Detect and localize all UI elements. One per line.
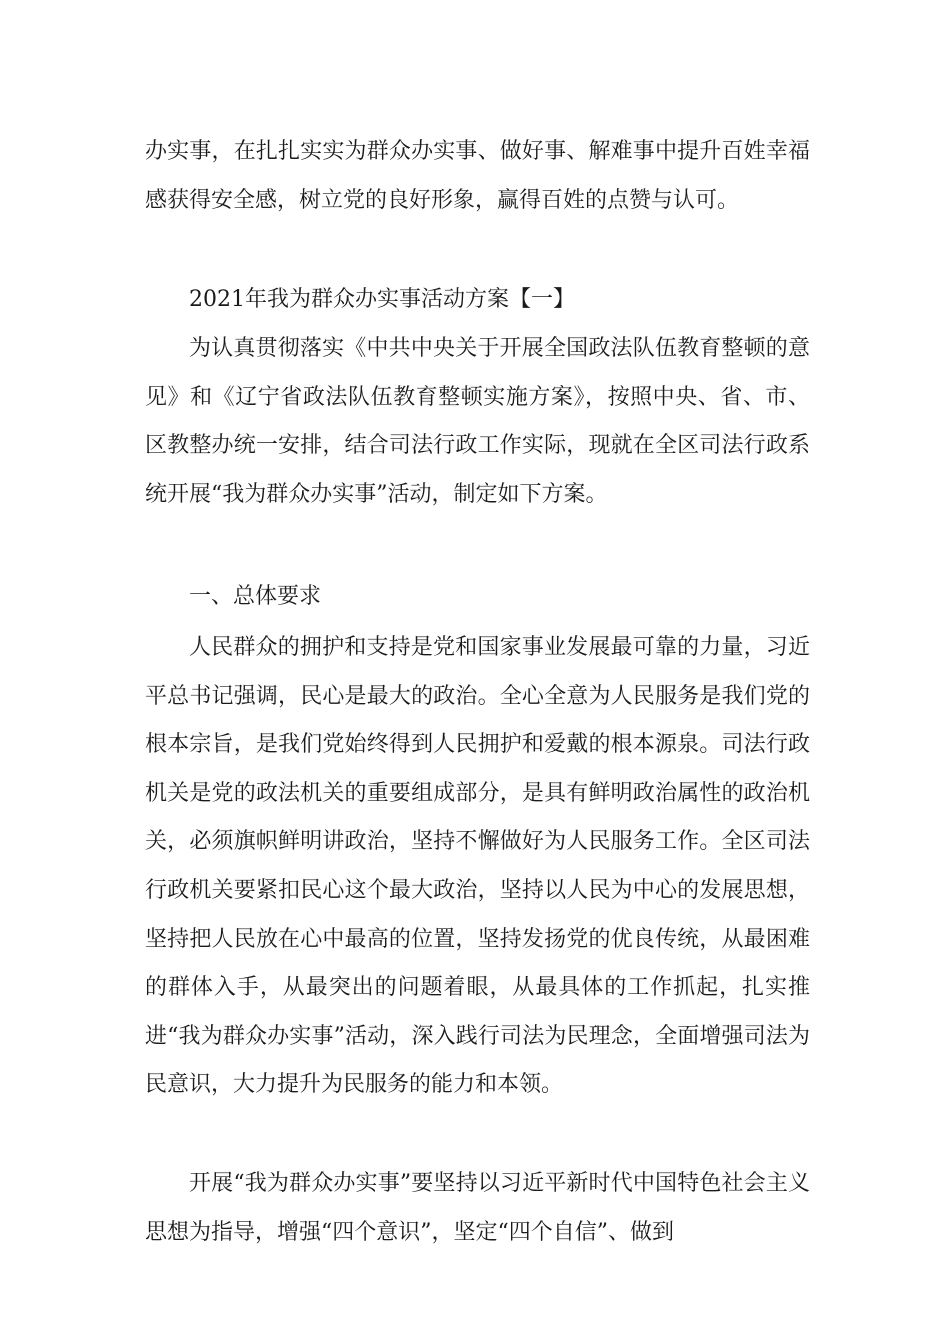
paragraph-body: 人民群众的拥护和支持是党和国家事业发展最可靠的力量，习近平总书记强调，民心是最大的政治。全心全意为人民服务是我们党的根本宗旨，是我们党始终得到人民拥护和爱戴的根本源泉。司法行政机关是党的政法机关的重要组成部分，是具有鲜明政治属性的政治机关，必须旗帜鲜明讲政治，坚持不懈做好为人民服务工作。全区司法行政机关要紧扣民心这个最大政治，坚持以人民为中心的发展思想，坚持把人民放在心中最高的位置，坚持发扬党的优良传统，从最困难的群体入手，从最突出的问题着眼，从最具体的工作抓起，扎实推进“我为群众办实事”活动，深入践行司法为民理念，全面增强司法为民意识，大力提升为民服务的能力和本领。 (145, 635, 810, 1098)
paragraph-body-continued: 开展“我为群众办实事”要坚持以习近平新时代中国特色社会主义思想为指导，增强“四个意识”，坚定“四个自信”、做到 (145, 1171, 810, 1245)
section-title: 2021年我为群众办实事活动方案【一】 (189, 287, 575, 312)
subheading-general-requirements: 一、总体要求 (189, 584, 322, 609)
paragraph-continuation: 办实事，在扎扎实实为群众办实事、做好事、解难事中提升百姓幸福感获得安全感，树立党的良好形象，赢得百姓的点赞与认可。 (145, 139, 810, 213)
paragraph-intro: 为认真贯彻落实《中共中央关于开展全国政法队伍教育整顿的意见》和《辽宁省政法队伍教育整顿实施方案》，按照中央、省、市、区教整办统一安排，结合司法行政工作实际，现就在全区司法行政系统开展“我为群众办实事”活动，制定如下方案。 (145, 336, 810, 507)
